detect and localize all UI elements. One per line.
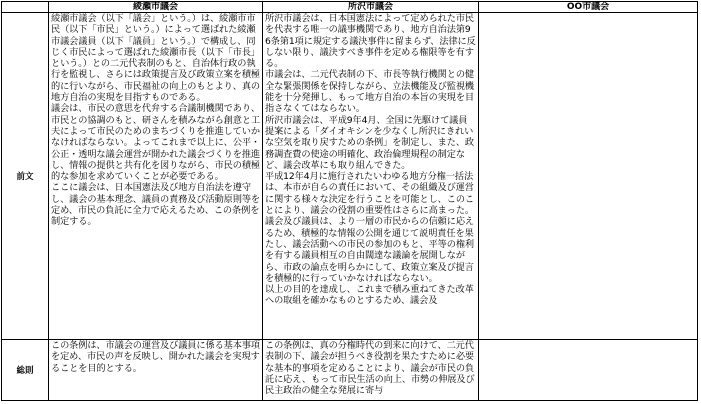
cell-text <box>481 13 695 339</box>
table-row <box>2 340 698 401</box>
table-row <box>2 13 698 340</box>
cell-ayase-preamble[interactable] <box>49 13 263 340</box>
cell-oo-general[interactable] <box>479 340 698 401</box>
cell-ayase-general[interactable] <box>49 340 263 401</box>
row-label-general[interactable]: 総則 <box>2 340 49 401</box>
cell-tokorozawa-general[interactable] <box>263 340 479 401</box>
cell-text: この条例は、市議会の運営及び議員に係る基本事項を定め、市民の声を反映し、開かれた議会を実現することを目的とする。 <box>51 340 260 374</box>
header-cell-blank[interactable] <box>2 2 49 13</box>
cell-text: この条例は、真の分権時代の到来に向けて、二元代表制の下、議会が担うべき役割を果たすために必要な基本的事項を定めることにより、議会が市民の負託に応え、もって市民生活の向上、市勢の伸展及び民主政治の健全な発展に寄与 <box>265 340 475 397</box>
cell-oo-preamble[interactable] <box>479 13 698 340</box>
cell-text: 綾瀬市議会（以下「議会」という。）は、綾瀬市市民（以下「市民」という。）によって選ばれた綾瀬市議会議員（以下「議員」という。）で構成し、同じく市民によって選ばれた綾瀬市長（以下「市長」という。）との二元代表制のもと、自治体行政の執行を監視し、さらには政策提言及び政策立案を積極的に行いながら、市民福祉の向上のもとより、真の地方自治の実現を目指すものである。 議会は、市民の意思を代弁する合議制機関であり、市民との協調のもと、研さんを積みながら創意と工夫によって市民のためのまちづくりを推進していかなければならない。よってこれまで以上に、公平・公正・透明な議会運営が開かれた議会づくりを推進し、情報の提供と共有化を図りながら、市民の積極的な参加を求めていくことが必要である。 ここに議会は、日本国憲法及び地方自治法を遵守し、議会の基本理念、議員の責務及び活動原則等を定め、市民の負託に全力で応えるため、この条例を制定する。 <box>51 13 260 228</box>
header-cell-tokorozawa[interactable]: 所沢市議会 <box>263 2 479 13</box>
cell-text <box>481 340 695 400</box>
header-cell-oo[interactable]: OO市議会 <box>479 2 698 13</box>
comparison-table <box>1 1 698 401</box>
cell-text: 所沢市議会は、日本国憲法によって定められた市民を代表する唯一の議事機関であり、地方自治法第96条第1項に規定する議決事件に留まらず、法律に反しない限り、議決すべき事件を定める権限等を有する。 市議会は、二元代表制の下、市長等執行機関との健全な緊張関係を保持しながら、立法機能及び監視機能を十分発揮し、もって地方自治の本旨の実現を目指さなくてはならない。 所沢市議会は、平成9年4月、全国に先駆けて議員提案による「ダイオキシンを少なくし所沢にきれいな空気を取り戻すための条例」を制定し、また、政務調査費の使途の明確化、政治倫理規程の制定など、議会改革にも取り組んできた。 平成12年4月に施行されたいわゆる地方分権一括法は、本市が自らの責任において、その組織及び運営に関する様々な決定を行うことを可能とし、このことにより、議会の役割の重要性はさらに高まった。 議会及び議員は、より一層の市民からの信頼に応えるため、積極的な情報の公開を通じて説明責任を果たし、議会活動への市民の参加のもと、平等の権利を有する議員相互の自由闊達な議論を展開しながら、市政の論点を明らかにして、政策立案及び提言を積極的に行っていかなければならない。 以上の目的を達成し、これまで積み重ねてきた改革への取組を確かなものとするため、議会及 <box>265 13 476 307</box>
row-label-preamble[interactable]: 前文 <box>2 13 49 340</box>
header-row <box>2 2 698 13</box>
header-cell-ayase[interactable]: 綾瀬市議会 <box>49 2 263 13</box>
cell-tokorozawa-preamble[interactable] <box>263 13 479 340</box>
